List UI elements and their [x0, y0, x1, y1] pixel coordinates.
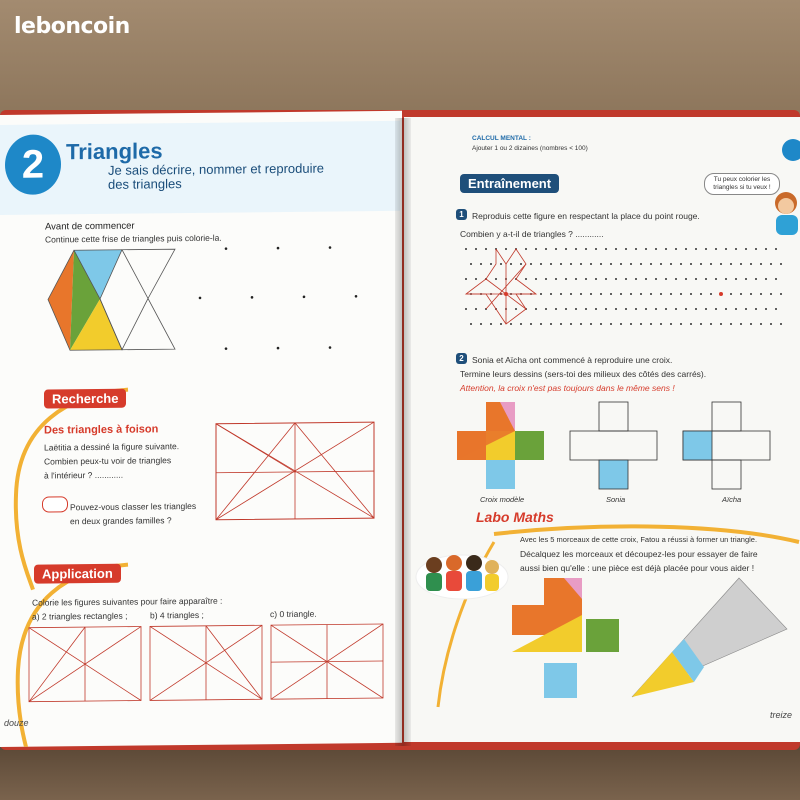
research-line-3: à l'intérieur ? ............: [44, 469, 124, 481]
grid-dot: [625, 248, 627, 250]
aicha-cross: [683, 402, 770, 489]
grid-dot: [550, 293, 552, 295]
application-item-a: a) 2 triangles rectangles ;: [32, 610, 128, 622]
grid-dot: [610, 293, 612, 295]
caption-sonia: Sonia: [606, 495, 626, 504]
grid-dot: [715, 278, 717, 280]
grid-dot: [535, 308, 537, 310]
grid-dot: [705, 278, 707, 280]
grid-dot: [695, 278, 697, 280]
grid-dot: [555, 308, 557, 310]
grid-dot: [590, 323, 592, 325]
grid-dot: [635, 308, 637, 310]
grid-dot: [495, 278, 497, 280]
model-red-point: [504, 292, 508, 296]
grid-dot: [580, 323, 582, 325]
grid-dot: [625, 278, 627, 280]
grid-dot: [630, 293, 632, 295]
page-number-left: douze: [4, 717, 29, 728]
grid-dot: [630, 263, 632, 265]
training-tag: Entraînement: [460, 174, 559, 193]
grid-dot: [575, 278, 577, 280]
grid-dot: [480, 263, 482, 265]
children-illustration: [412, 547, 512, 601]
grid-dot: [520, 323, 522, 325]
grid-dot: [475, 248, 477, 250]
grid-dot: [520, 263, 522, 265]
grid-dot: [620, 263, 622, 265]
grid-dot: [645, 278, 647, 280]
group-work-icon: [42, 496, 68, 512]
grid-dot: [615, 308, 617, 310]
grid-dot: [605, 278, 607, 280]
grid-dot: [730, 263, 732, 265]
right-page: [404, 117, 800, 742]
target-red-point: [719, 292, 723, 296]
grid-dot: [565, 248, 567, 250]
grid-dot: [515, 308, 517, 310]
grid-dot: [780, 263, 782, 265]
grid-dot: [625, 308, 627, 310]
grid-dot: [725, 308, 727, 310]
grid-dot: [555, 278, 557, 280]
grid-dot: [570, 293, 572, 295]
grid-dot: [550, 263, 552, 265]
grid-dot: [620, 293, 622, 295]
grid-dot: [470, 263, 472, 265]
grid-dot: [545, 278, 547, 280]
grid-dot: [660, 293, 662, 295]
before-title: Avant de commencer: [45, 220, 135, 233]
grid-dot: [660, 263, 662, 265]
sonia-cross: [570, 402, 657, 489]
grid-dot: [735, 308, 737, 310]
grid-dot: [755, 308, 757, 310]
labo-line-2: Décalquez les morceaux et découpez-les pour essayer de faire: [520, 549, 758, 559]
before-text: Continue cette frise de triangles puis colorie-la.: [45, 232, 222, 245]
speech-bubble: Tu peux colorier les triangles si tu veux !: [704, 173, 780, 195]
grid-dot: [735, 278, 737, 280]
application-figures: [28, 623, 388, 705]
grid-dot: [770, 293, 772, 295]
grid-dot: [695, 308, 697, 310]
grid-dot: [760, 293, 762, 295]
grid-dot: [470, 323, 472, 325]
grid-dot: [680, 293, 682, 295]
grid-dot: [540, 323, 542, 325]
grid-dot: [715, 308, 717, 310]
grid-dot: [670, 293, 672, 295]
grid-dot: [655, 248, 657, 250]
research-line-1: Laëtitia a dessiné la figure suivante.: [44, 441, 180, 453]
grid-dot: [760, 263, 762, 265]
grid-dot: [745, 248, 747, 250]
grid-dot: [640, 263, 642, 265]
model-cross: [457, 402, 544, 489]
grid-dot: [655, 308, 657, 310]
grid-dot: [720, 323, 722, 325]
grid-dot: [690, 263, 692, 265]
grid-dot: [740, 323, 742, 325]
grid-dot: [705, 308, 707, 310]
labo-title: Labo Maths: [476, 509, 554, 525]
grid-dot: [545, 308, 547, 310]
grid-dot: [765, 278, 767, 280]
exercise-2-crosses: [456, 400, 786, 492]
grid-dot: [700, 293, 702, 295]
caption-aicha: Aïcha: [722, 495, 742, 504]
grid-dot: [540, 293, 542, 295]
grid-dot: [685, 308, 687, 310]
grid-dot: [600, 323, 602, 325]
grid-dot: [590, 293, 592, 295]
grid-dot: [760, 323, 762, 325]
grid-dot: [650, 263, 652, 265]
grid-dot: [775, 248, 777, 250]
triangle-frieze: [30, 241, 360, 359]
research-extra-2: en deux grandes familles ?: [70, 515, 172, 527]
grid-dot: [685, 248, 687, 250]
exercise-1-figure: [456, 239, 786, 339]
grid-dot: [660, 323, 662, 325]
grid-dot: [670, 323, 672, 325]
chapter-number: 2: [5, 134, 61, 195]
grid-dot: [755, 248, 757, 250]
grid-dot: [665, 248, 667, 250]
grid-dot: [725, 278, 727, 280]
grid-dot: [775, 308, 777, 310]
grid-dot: [735, 248, 737, 250]
grid-dot: [615, 278, 617, 280]
grid-dot: [665, 278, 667, 280]
grid-dot: [570, 323, 572, 325]
chapter-title: Triangles: [66, 138, 163, 165]
application-instruction: Colorie les figures suivantes pour faire apparaître :: [32, 595, 223, 608]
research-tag: Recherche: [44, 389, 126, 409]
frieze-dots: [199, 246, 358, 350]
grid-dot: [490, 263, 492, 265]
research-line-2: Combien peux-tu voir de triangles: [44, 455, 172, 467]
grid-dot: [550, 323, 552, 325]
grid-dot: [780, 293, 782, 295]
grid-dot: [630, 323, 632, 325]
research-figure: [215, 421, 377, 523]
grid-dot: [560, 293, 562, 295]
grid-dot: [485, 248, 487, 250]
grid-dot: [535, 248, 537, 250]
grid-dot: [620, 323, 622, 325]
puzzle-blue-piece: [544, 663, 577, 698]
grid-dot: [510, 323, 512, 325]
book-gutter: [395, 118, 411, 746]
grid-dot: [725, 248, 727, 250]
exercise-1-number: 1: [456, 209, 467, 220]
grid-dot: [700, 263, 702, 265]
frieze-triangle-orange: [48, 250, 74, 350]
grid-dot: [600, 293, 602, 295]
grid-dot: [645, 248, 647, 250]
grid-dot: [580, 263, 582, 265]
labo-line-1: Avec les 5 morceaux de cette croix, Fatou a réussi à former un triangle.: [520, 535, 758, 544]
grid-dot: [750, 323, 752, 325]
exercise-2-line-1: Sonia et Aïcha ont commencé à reproduire une croix.: [472, 355, 673, 365]
exercise-2-line-2: Termine leurs dessins (sers-toi des milieux des côtés des carrés).: [460, 369, 707, 379]
puzzle-green-piece: [586, 619, 619, 652]
caption-model: Croix modèle: [480, 495, 525, 504]
grid-dot: [545, 248, 547, 250]
grid-dot: [640, 293, 642, 295]
application-item-b: b) 4 triangles ;: [150, 609, 204, 621]
grid-dot: [635, 248, 637, 250]
grid-dot: [645, 308, 647, 310]
grid-dot: [740, 263, 742, 265]
grid-dot: [730, 293, 732, 295]
grid-dot: [750, 263, 752, 265]
grid-dot: [615, 248, 617, 250]
corner-blue-dot: [782, 139, 800, 161]
grid-dot: [745, 308, 747, 310]
grid-dot: [535, 278, 537, 280]
grid-dot: [610, 263, 612, 265]
grid-dot: [465, 308, 467, 310]
grid-dot: [530, 263, 532, 265]
grid-dot: [705, 248, 707, 250]
grid-dot: [745, 278, 747, 280]
grid-dot: [575, 308, 577, 310]
grid-dot: [770, 263, 772, 265]
grid-dot: [510, 263, 512, 265]
grid-dot: [590, 263, 592, 265]
grid-dot: [475, 308, 477, 310]
model-figure-lines: [466, 249, 536, 324]
grid-dot: [580, 293, 582, 295]
grid-dot: [650, 293, 652, 295]
grid-dot: [690, 323, 692, 325]
grid-dot: [675, 248, 677, 250]
grid-dot: [525, 278, 527, 280]
grid-dot: [770, 323, 772, 325]
grid-dot: [475, 278, 477, 280]
exercise-1-text: Reproduis cette figure en respectant la place du point rouge.: [472, 211, 700, 221]
grid-dot: [675, 308, 677, 310]
grid-dot: [680, 323, 682, 325]
grid-dot: [710, 323, 712, 325]
grid-dot: [765, 248, 767, 250]
grid-dot: [685, 278, 687, 280]
grid-dot: [680, 263, 682, 265]
grid-dot: [480, 323, 482, 325]
grid-dot: [715, 248, 717, 250]
grid-dot: [585, 308, 587, 310]
research-extra-1: Pouvez-vous classer les triangles: [70, 500, 197, 513]
grid-dot: [465, 278, 467, 280]
grid-dot: [490, 323, 492, 325]
mental-calc-text: Ajouter 1 ou 2 dizaines (nombres < 100): [472, 145, 588, 152]
research-title: Des triangles à foison: [44, 423, 159, 437]
grid-dot: [635, 278, 637, 280]
grid-dot: [575, 248, 577, 250]
grid-dot: [555, 248, 557, 250]
grid-dot: [560, 323, 562, 325]
grid-dot: [595, 308, 597, 310]
grid-dot: [570, 263, 572, 265]
labo-line-3: aussi bien qu'elle : une pièce est déjà placée pour vous aider !: [520, 563, 755, 573]
grid-dot: [565, 278, 567, 280]
grid-dot: [605, 308, 607, 310]
grid-dot: [720, 263, 722, 265]
grid-dot: [675, 278, 677, 280]
grid-dot: [710, 263, 712, 265]
grid-dot: [585, 278, 587, 280]
grid-dot: [755, 278, 757, 280]
labo-puzzle: [504, 577, 794, 702]
child-avatar: [770, 189, 800, 237]
grid-dot: [750, 293, 752, 295]
grid-dot: [600, 263, 602, 265]
application-item-c: c) 0 triangle.: [270, 608, 317, 620]
grid-dot: [465, 248, 467, 250]
grid-dot: [500, 323, 502, 325]
grid-dot: [670, 263, 672, 265]
grid-dot: [610, 323, 612, 325]
grid-dot: [585, 248, 587, 250]
grid-dot: [730, 323, 732, 325]
grid-dot: [695, 248, 697, 250]
grid-dot: [655, 278, 657, 280]
grid-dot: [595, 278, 597, 280]
grid-dot: [605, 248, 607, 250]
mental-calc-title: CALCUL MENTAL :: [472, 135, 531, 142]
grid-dot: [505, 248, 507, 250]
table-surface-bottom: [0, 745, 800, 800]
grid-dot: [690, 293, 692, 295]
left-page: [0, 111, 402, 747]
grid-dot: [500, 263, 502, 265]
grid-dot: [780, 323, 782, 325]
grid-dot: [595, 248, 597, 250]
grid-dot: [700, 323, 702, 325]
grid-dot: [525, 248, 527, 250]
grid-dot: [775, 278, 777, 280]
grid-dot: [530, 323, 532, 325]
page-number-right: treize: [770, 710, 793, 720]
grid-dot: [640, 323, 642, 325]
grid-dot: [665, 308, 667, 310]
grid-dot: [710, 293, 712, 295]
exercise-2-warning: Attention, la croix n'est pas toujours dans le même sens !: [460, 383, 675, 393]
grid-dot: [560, 263, 562, 265]
grid-dot: [565, 308, 567, 310]
chapter-subtitle: Je sais décrire, nommer et reproduire des triangles: [108, 160, 325, 192]
grid-dot: [765, 308, 767, 310]
exercise-2-number: 2: [456, 353, 467, 364]
exercise-1-question: Combien y a-t-il de triangles ? ............: [460, 229, 604, 239]
application-tag: Application: [34, 564, 121, 584]
grid-dot: [540, 263, 542, 265]
grid-dot: [650, 323, 652, 325]
watermark-logo: leboncoin: [14, 14, 130, 39]
grid-dot: [740, 293, 742, 295]
